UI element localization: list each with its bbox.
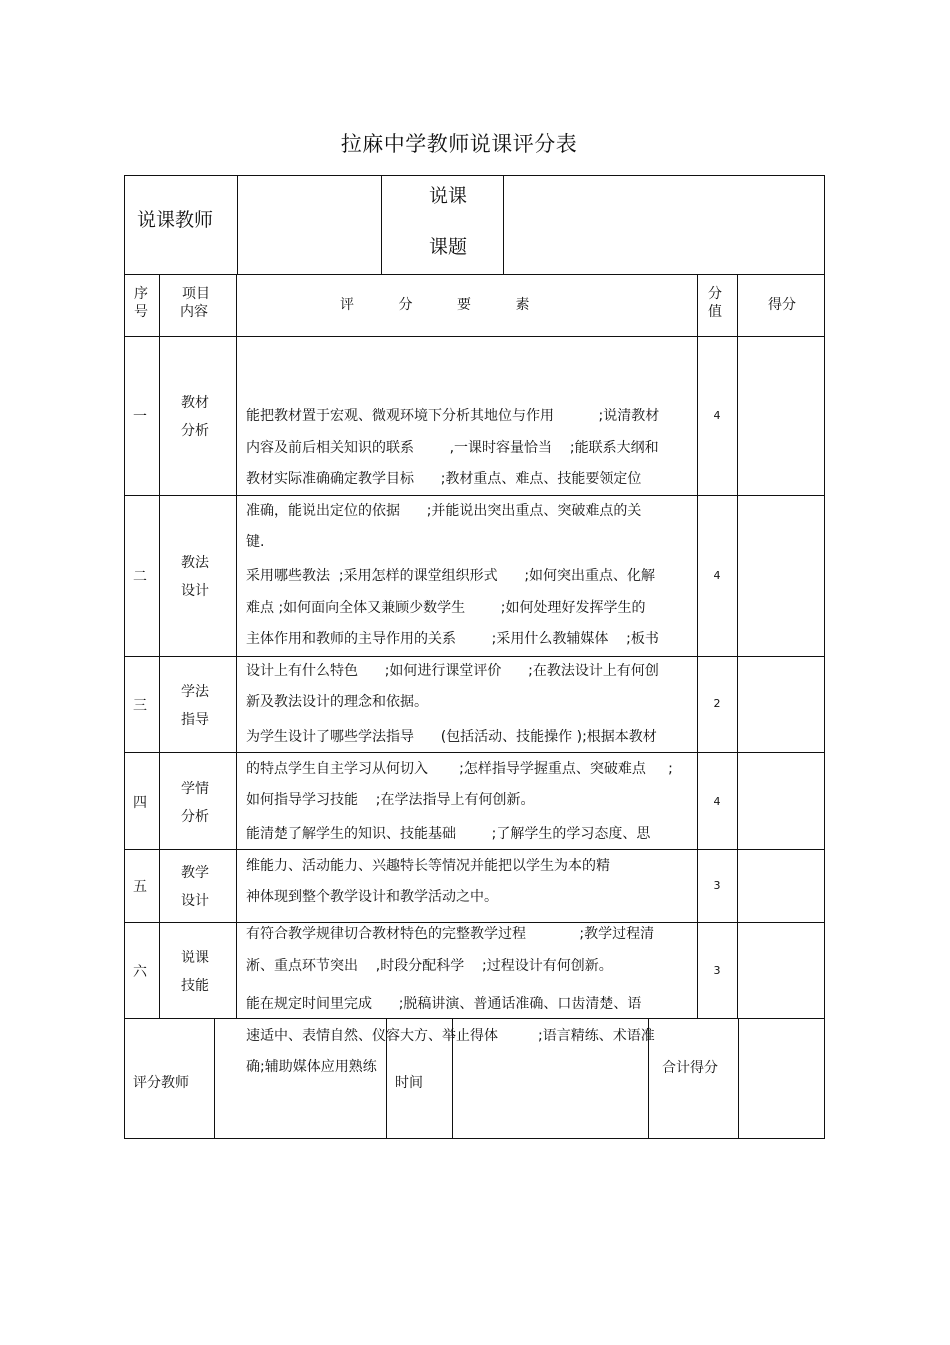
teacher-name-field[interactable] <box>238 176 380 273</box>
col-item-2: 内容 <box>180 304 208 320</box>
row-score: 3 <box>713 964 721 977</box>
row-item-1: 教法 <box>181 555 209 571</box>
row-item-2: 设计 <box>181 893 209 909</box>
row-got-field[interactable] <box>739 338 823 494</box>
row-got-field[interactable] <box>739 924 823 1017</box>
time-field[interactable] <box>454 1020 647 1137</box>
row-got-field[interactable] <box>739 754 823 848</box>
row-criteria: 采用哪些教法 ;采用怎样的课堂组织形式 ;如何突出重点、化解 难点 ;如何面向全体又兼顾少数学生 ;如何处理好发挥学生的 主体作用和教师的主导作用的关系 ;采用什么教辅媒体 ;板书 设计上有什么特色 ;如何进行课堂评价 ;在教法设计上有何创 新及教法设计的理念和依据。 <box>246 568 659 710</box>
row-item-2: 分析 <box>181 423 209 439</box>
row-number: 五 <box>133 879 147 895</box>
row-item-2: 技能 <box>181 978 209 994</box>
row-criteria: 有符合教学规律切合教材特色的完整教学过程 ;教学过程清 淅、重点环节突出 ,时段分配科学 ;过程设计有何创新。 <box>246 926 655 974</box>
row-score: 4 <box>713 409 721 422</box>
row-got-field[interactable] <box>739 497 823 655</box>
row-item-1: 学法 <box>181 684 209 700</box>
row-score: 2 <box>713 697 721 710</box>
row-item-1: 教材 <box>181 395 209 411</box>
row-score: 3 <box>713 879 721 892</box>
topic-label-line1: 说课 <box>429 185 468 207</box>
row-number: 四 <box>133 795 147 811</box>
col-seq-2: 号 <box>134 304 148 320</box>
row-item-2: 分析 <box>181 809 209 825</box>
row-number: 一 <box>133 409 147 425</box>
row-item-1: 说课 <box>181 950 209 966</box>
row-got-field[interactable] <box>739 658 823 751</box>
row-criteria: 能在规定时间里完成 ;脱稿讲演、普通话准确、口齿清楚、语 速适中、表情自然、仪容大方、举止得体 ;语言精练、术语准 确;辅助媒体应用熟练 <box>246 996 655 1075</box>
row-number: 三 <box>133 698 147 714</box>
total-label: 合计得分 <box>662 1060 718 1076</box>
page-title: 拉麻中学教师说课评分表 <box>340 132 578 156</box>
rater-label: 评分教师 <box>133 1075 189 1091</box>
col-seq-1: 序 <box>134 286 148 302</box>
row-item-1: 学情 <box>181 781 209 797</box>
topic-field[interactable] <box>504 176 823 273</box>
row-criteria: 能清楚了解学生的知识、技能基础 ;了解学生的学习态度、思 维能力、活动能力、兴趣特长等情况并能把以学生为本的精 神体现到整个教学设计和教学活动之中。 <box>246 826 651 905</box>
col-score-1: 分 <box>708 286 722 302</box>
topic-label-line2: 课题 <box>429 236 468 258</box>
row-item-2: 指导 <box>181 712 209 728</box>
row-item-2: 设计 <box>181 583 209 599</box>
row-criteria: 为学生设计了哪些学法指导 (包括活动、技能操作 );根据本教材 的特点学生自主学习从何切入 ;怎样指导学握重点、突破难点 ; 如何指导学习技能 ;在学法指导上有何创新。 <box>246 729 673 808</box>
time-label: 时间 <box>395 1075 423 1091</box>
col-got: 得分 <box>768 297 796 313</box>
row-number: 六 <box>133 964 147 980</box>
row-item-1: 教学 <box>181 865 209 881</box>
col-score-2: 值 <box>708 304 722 320</box>
row-criteria: 能把教材置于宏观、微观环境下分析其地位与作用 ;说清教材 内容及前后相关知识的联系 ,一课时容量恰当 ;能联系大纲和 教材实际准确确定教学目标 ;教材重点、难点、技能要领定位 准确，能说出定位的依据 ;并能说出突出重点、突破难点的关 键. <box>246 408 660 550</box>
total-field[interactable] <box>740 1020 823 1137</box>
row-score: 4 <box>713 795 721 808</box>
row-got-field[interactable] <box>739 851 823 921</box>
rater-field[interactable] <box>216 1020 385 1137</box>
col-item-1: 项目 <box>182 286 210 302</box>
teacher-label: 说课教师 <box>137 209 214 231</box>
row-score: 4 <box>713 569 721 582</box>
row-number: 二 <box>133 569 147 585</box>
col-criteria: 评 分 要 素 <box>340 297 530 313</box>
